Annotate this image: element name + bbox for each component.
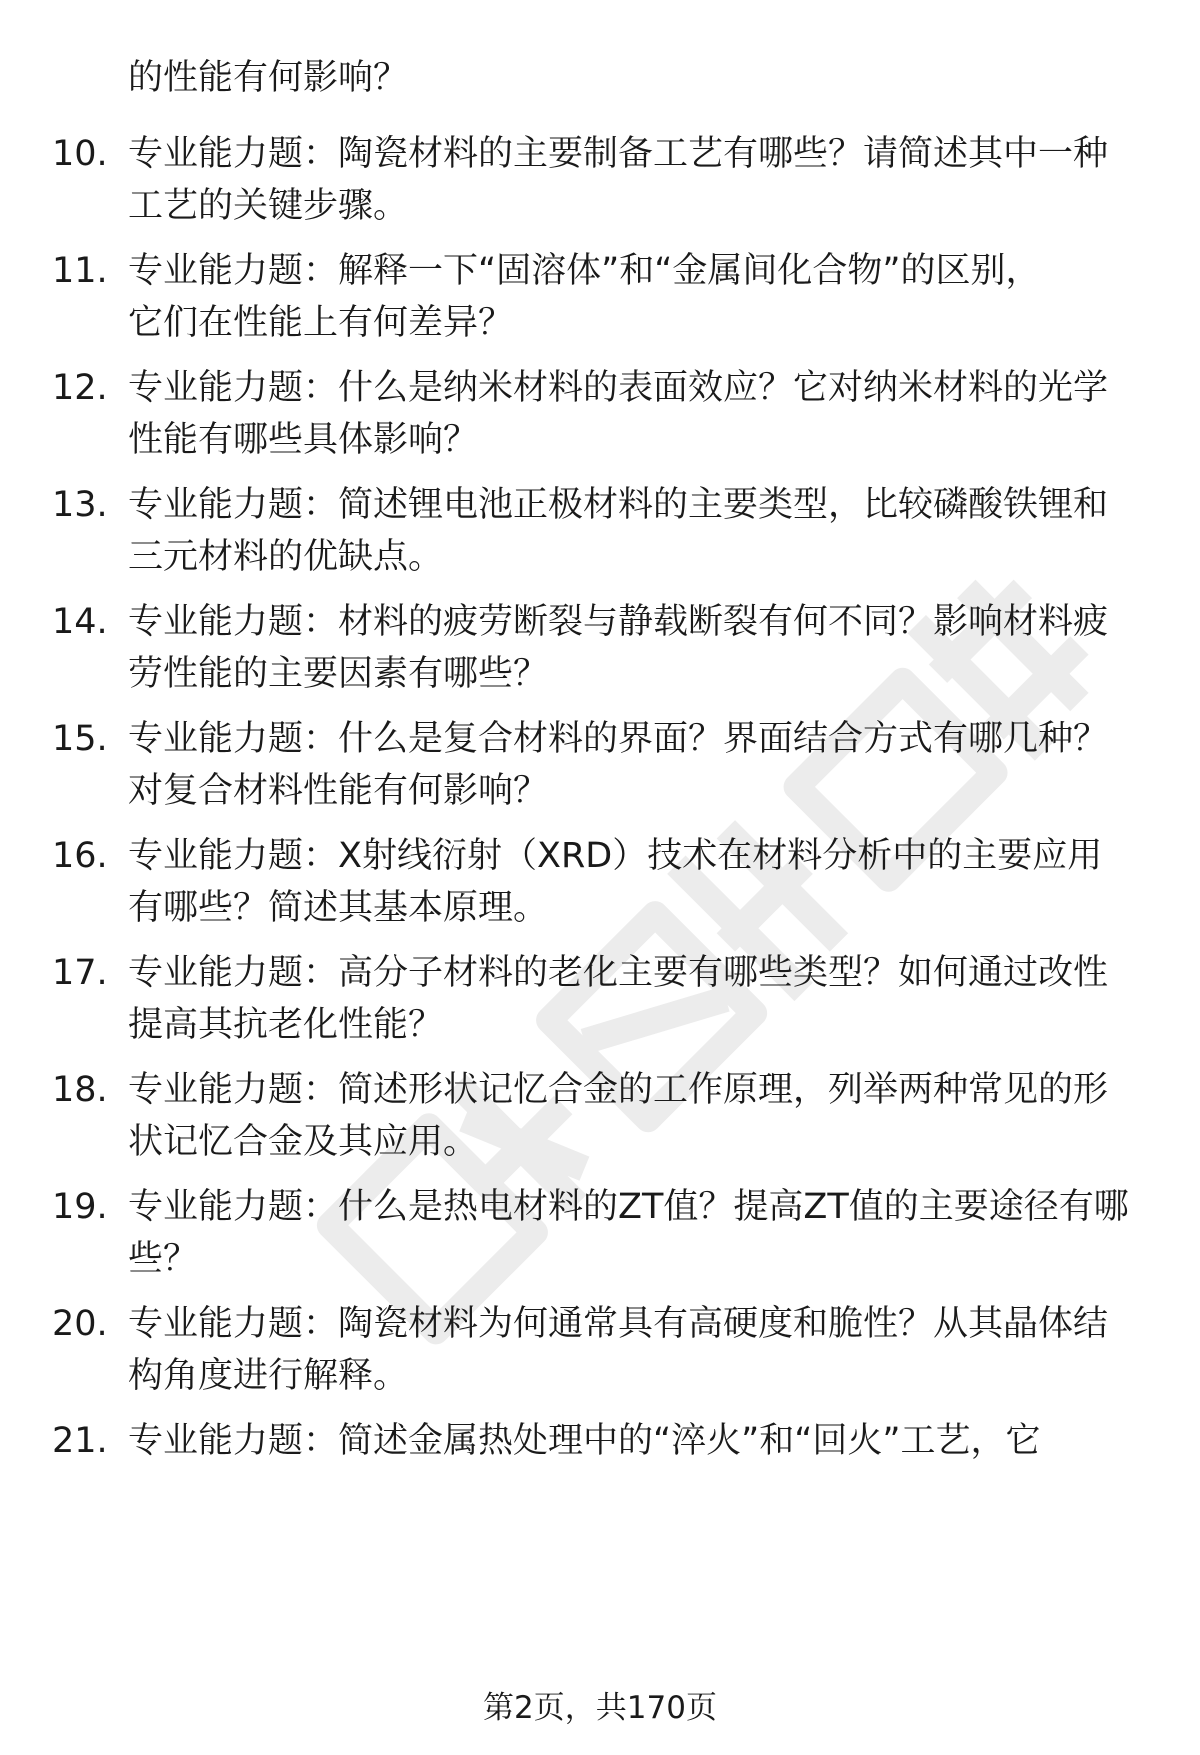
list-item: [0, 1064, 1200, 1174]
question-text-line: 工艺的关键步骤。: [128, 186, 409, 226]
question-number: 16.: [52, 836, 108, 876]
question-text-line: 专业能力题：什么是热电材料的ZT值？提高ZT值的主要途径有哪: [128, 1187, 1129, 1227]
question-text: [128, 245, 1148, 349]
list-item: [0, 1298, 1200, 1408]
question-text: [128, 947, 1148, 1051]
list-item: [0, 362, 1200, 472]
question-number: 14.: [52, 602, 108, 642]
question-text: [128, 479, 1148, 583]
question-text: [128, 596, 1148, 700]
question-text-line: 提高其抗老化性能？: [128, 1005, 444, 1045]
question-text: [128, 1415, 1148, 1467]
list-item: [0, 1181, 1200, 1291]
question-text: [128, 128, 1148, 232]
list-item: [0, 1415, 1200, 1525]
question-text: [128, 1298, 1148, 1402]
question-text-line: 专业能力题：材料的疲劳断裂与静载断裂有何不同？影响材料疲: [128, 602, 1109, 642]
question-text-line: 它们在性能上有何差异？: [128, 303, 514, 343]
question-text: [128, 1064, 1148, 1168]
question-text-line: 性能有哪些具体影响？: [128, 420, 479, 460]
question-number: 19.: [52, 1187, 108, 1227]
list-item: [0, 128, 1200, 238]
question-text-line: 劳性能的主要因素有哪些？: [128, 654, 549, 694]
question-number: 13.: [52, 485, 108, 525]
question-text-line: 专业能力题：什么是纳米材料的表面效应？它对纳米材料的光学: [128, 368, 1109, 408]
question-text: [128, 362, 1148, 466]
question-text-line: 专业能力题：陶瓷材料的主要制备工艺有哪些？请简述其中一种: [128, 134, 1109, 174]
question-text-line: 专业能力题：陶瓷材料为何通常具有高硬度和脆性？从其晶体结: [128, 1304, 1109, 1344]
question-text-line: 专业能力题：X射线衍射（XRD）技术在材料分析中的主要应用: [128, 836, 1103, 876]
question-text-line: 专业能力题：简述金属热处理中的“淬火”和“回火”工艺，它: [128, 1421, 1041, 1461]
question-text: [128, 830, 1148, 934]
continued-question-text: 的性能有何影响？: [128, 58, 409, 98]
question-text-line: 三元材料的优缺点。: [128, 537, 444, 577]
question-number: 20.: [52, 1304, 108, 1344]
list-item: [0, 245, 1200, 355]
question-number: 10.: [52, 134, 108, 174]
question-text-line: 专业能力题：什么是复合材料的界面？界面结合方式有哪几种？: [128, 719, 1109, 759]
question-text-line: 专业能力题：简述形状记忆合金的工作原理，列举两种常见的形: [128, 1070, 1109, 1110]
question-number: 21.: [52, 1421, 108, 1461]
list-item: [0, 713, 1200, 823]
question-number: 17.: [52, 953, 108, 993]
list-item: [0, 830, 1200, 940]
question-number: 12.: [52, 368, 108, 408]
question-text-line: 专业能力题：解释一下“固溶体”和“金属间化合物”的区别，: [128, 251, 1041, 291]
question-number: 11.: [52, 251, 108, 291]
question-text-line: 有哪些？简述其基本原理。: [128, 888, 549, 928]
question-text-line: 构角度进行解释。: [128, 1356, 409, 1396]
question-number: 18.: [52, 1070, 108, 1110]
list-item: [0, 947, 1200, 1057]
question-text-line: 对复合材料性能有何影响？: [128, 771, 549, 811]
question-text-line: 专业能力题：简述锂电池正极材料的主要类型，比较磷酸铁锂和: [128, 485, 1109, 525]
page-footer: 第2页，共170页: [483, 1690, 717, 1726]
question-text-line: 专业能力题：高分子材料的老化主要有哪些类型？如何通过改性: [128, 953, 1109, 993]
question-number: 15.: [52, 719, 108, 759]
question-text: [128, 713, 1148, 817]
question-text-line: 些？: [128, 1239, 199, 1279]
question-text: [128, 1181, 1148, 1285]
question-text-line: 状记忆合金及其应用。: [128, 1122, 479, 1162]
list-item: [0, 479, 1200, 589]
list-item: [0, 596, 1200, 706]
